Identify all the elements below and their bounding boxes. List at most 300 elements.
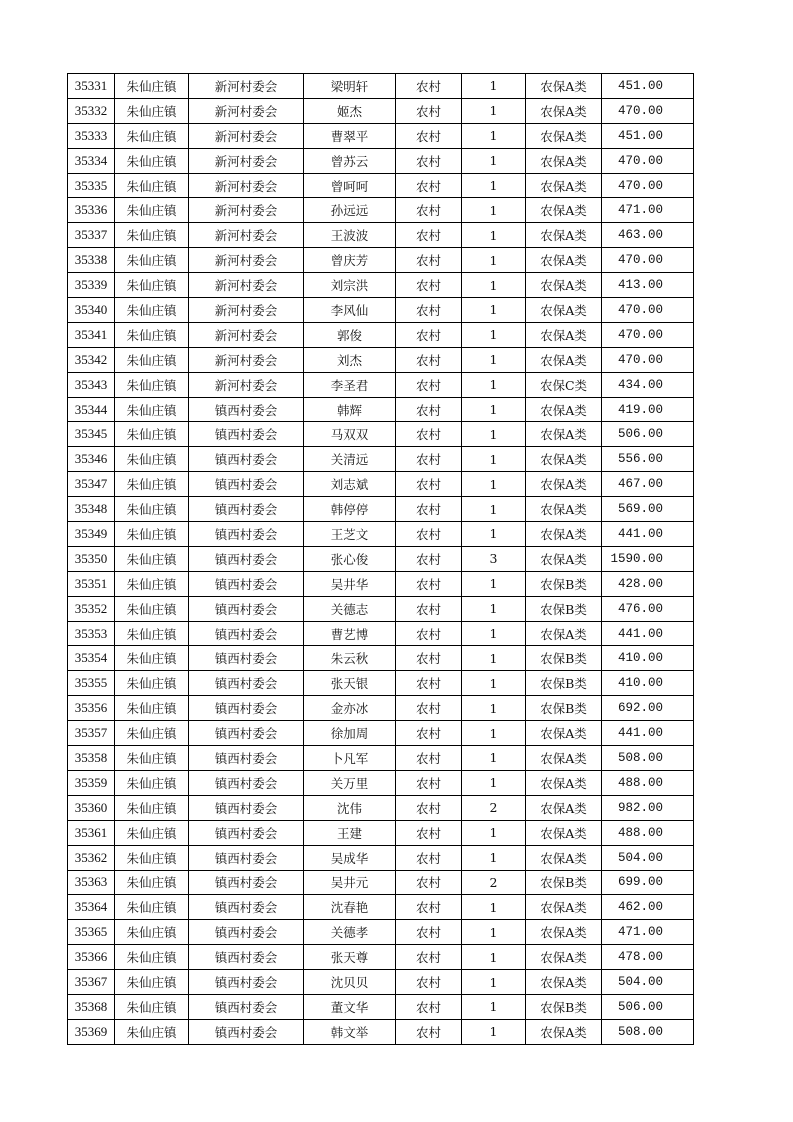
area-type-cell: 农村: [396, 671, 462, 696]
town-cell: 朱仙庄镇: [115, 994, 189, 1019]
amount-cell: 428.00: [602, 571, 694, 596]
town-cell: 朱仙庄镇: [115, 820, 189, 845]
area-type-cell: 农村: [396, 248, 462, 273]
village-committee-cell: 新河村委会: [189, 223, 304, 248]
amount-cell: 488.00: [602, 770, 694, 795]
village-committee-cell: 新河村委会: [189, 98, 304, 123]
person-name-cell: 吴井元: [304, 870, 396, 895]
area-type-cell: 农村: [396, 795, 462, 820]
household-count-cell: 1: [462, 945, 526, 970]
amount-cell: 692.00: [602, 696, 694, 721]
area-type-cell: 农村: [396, 546, 462, 571]
town-cell: 朱仙庄镇: [115, 273, 189, 298]
village-committee-cell: 新河村委会: [189, 198, 304, 223]
village-committee-cell: 镇西村委会: [189, 497, 304, 522]
person-name-cell: 关清远: [304, 447, 396, 472]
person-name-cell: 曾庆芳: [304, 248, 396, 273]
town-cell: 朱仙庄镇: [115, 546, 189, 571]
person-name-cell: 李风仙: [304, 298, 396, 323]
amount-cell: 504.00: [602, 970, 694, 995]
person-name-cell: 卜凡军: [304, 746, 396, 771]
area-type-cell: 农村: [396, 820, 462, 845]
record-id-cell: 35335: [68, 173, 115, 198]
insurance-category-cell: 农保A类: [526, 198, 602, 223]
town-cell: 朱仙庄镇: [115, 522, 189, 547]
record-id-cell: 35342: [68, 347, 115, 372]
insurance-category-cell: 农保A类: [526, 98, 602, 123]
town-cell: 朱仙庄镇: [115, 770, 189, 795]
village-committee-cell: 新河村委会: [189, 322, 304, 347]
insurance-category-cell: 农保A类: [526, 770, 602, 795]
record-id-cell: 35331: [68, 74, 115, 99]
area-type-cell: 农村: [396, 1019, 462, 1044]
insurance-category-cell: 农保A类: [526, 447, 602, 472]
area-type-cell: 农村: [396, 123, 462, 148]
town-cell: 朱仙庄镇: [115, 322, 189, 347]
amount-cell: 699.00: [602, 870, 694, 895]
amount-cell: 470.00: [602, 298, 694, 323]
insurance-category-cell: 农保A类: [526, 970, 602, 995]
table-row: [68, 198, 694, 223]
village-committee-cell: 镇西村委会: [189, 646, 304, 671]
person-name-cell: 刘宗洪: [304, 273, 396, 298]
town-cell: 朱仙庄镇: [115, 920, 189, 945]
area-type-cell: 农村: [396, 372, 462, 397]
household-count-cell: 1: [462, 770, 526, 795]
table-row: [68, 646, 694, 671]
area-type-cell: 农村: [396, 696, 462, 721]
table-row: [68, 571, 694, 596]
area-type-cell: 农村: [396, 845, 462, 870]
record-id-cell: 35359: [68, 770, 115, 795]
person-name-cell: 沈春艳: [304, 895, 396, 920]
town-cell: 朱仙庄镇: [115, 98, 189, 123]
town-cell: 朱仙庄镇: [115, 596, 189, 621]
table-row: [68, 223, 694, 248]
amount-cell: 467.00: [602, 472, 694, 497]
insurance-category-cell: 农保A类: [526, 546, 602, 571]
record-id-cell: 35341: [68, 322, 115, 347]
insurance-category-cell: 农保A类: [526, 422, 602, 447]
table-row: [68, 522, 694, 547]
table-row: [68, 970, 694, 995]
person-name-cell: 朱云秋: [304, 646, 396, 671]
household-count-cell: 1: [462, 596, 526, 621]
person-name-cell: 韩文举: [304, 1019, 396, 1044]
village-committee-cell: 新河村委会: [189, 273, 304, 298]
amount-cell: 569.00: [602, 497, 694, 522]
town-cell: 朱仙庄镇: [115, 123, 189, 148]
record-id-cell: 35367: [68, 970, 115, 995]
amount-cell: 441.00: [602, 621, 694, 646]
person-name-cell: 吴井华: [304, 571, 396, 596]
town-cell: 朱仙庄镇: [115, 74, 189, 99]
village-committee-cell: 镇西村委会: [189, 870, 304, 895]
amount-cell: 419.00: [602, 397, 694, 422]
amount-cell: 471.00: [602, 198, 694, 223]
amount-cell: 434.00: [602, 372, 694, 397]
area-type-cell: 农村: [396, 298, 462, 323]
record-id-cell: 35339: [68, 273, 115, 298]
insurance-category-cell: 农保A类: [526, 522, 602, 547]
area-type-cell: 农村: [396, 98, 462, 123]
area-type-cell: 农村: [396, 273, 462, 298]
village-committee-cell: 镇西村委会: [189, 746, 304, 771]
person-name-cell: 吴成华: [304, 845, 396, 870]
person-name-cell: 金亦冰: [304, 696, 396, 721]
town-cell: 朱仙庄镇: [115, 372, 189, 397]
record-id-cell: 35357: [68, 721, 115, 746]
amount-cell: 470.00: [602, 322, 694, 347]
table-row: [68, 994, 694, 1019]
insurance-category-cell: 农保A类: [526, 223, 602, 248]
amount-cell: 1590.00: [602, 546, 694, 571]
table-row: [68, 98, 694, 123]
insurance-category-cell: 农保A类: [526, 920, 602, 945]
insurance-category-cell: 农保B类: [526, 994, 602, 1019]
village-committee-cell: 镇西村委会: [189, 920, 304, 945]
record-id-cell: 35337: [68, 223, 115, 248]
amount-cell: 982.00: [602, 795, 694, 820]
insurance-category-cell: 农保A类: [526, 621, 602, 646]
insurance-category-cell: 农保B类: [526, 596, 602, 621]
table-row: [68, 248, 694, 273]
record-id-cell: 35349: [68, 522, 115, 547]
record-id-cell: 35360: [68, 795, 115, 820]
amount-cell: 451.00: [602, 123, 694, 148]
insurance-category-cell: 农保B类: [526, 571, 602, 596]
village-committee-cell: 新河村委会: [189, 74, 304, 99]
amount-cell: 476.00: [602, 596, 694, 621]
amount-cell: 506.00: [602, 994, 694, 1019]
amount-cell: 413.00: [602, 273, 694, 298]
table-row: [68, 795, 694, 820]
area-type-cell: 农村: [396, 770, 462, 795]
area-type-cell: 农村: [396, 198, 462, 223]
household-count-cell: 1: [462, 347, 526, 372]
amount-cell: 463.00: [602, 223, 694, 248]
amount-cell: 556.00: [602, 447, 694, 472]
household-count-cell: 1: [462, 123, 526, 148]
town-cell: 朱仙庄镇: [115, 148, 189, 173]
record-id-cell: 35352: [68, 596, 115, 621]
table-row: [68, 397, 694, 422]
record-id-cell: 35356: [68, 696, 115, 721]
town-cell: 朱仙庄镇: [115, 646, 189, 671]
record-id-cell: 35333: [68, 123, 115, 148]
person-name-cell: 马双双: [304, 422, 396, 447]
person-name-cell: 刘志斌: [304, 472, 396, 497]
town-cell: 朱仙庄镇: [115, 422, 189, 447]
town-cell: 朱仙庄镇: [115, 746, 189, 771]
person-name-cell: 张天银: [304, 671, 396, 696]
household-count-cell: 1: [462, 621, 526, 646]
household-count-cell: 1: [462, 98, 526, 123]
town-cell: 朱仙庄镇: [115, 845, 189, 870]
household-count-cell: 1: [462, 970, 526, 995]
area-type-cell: 农村: [396, 621, 462, 646]
area-type-cell: 农村: [396, 945, 462, 970]
household-count-cell: 1: [462, 397, 526, 422]
village-committee-cell: 镇西村委会: [189, 447, 304, 472]
amount-cell: 470.00: [602, 148, 694, 173]
record-id-cell: 35358: [68, 746, 115, 771]
record-id-cell: 35348: [68, 497, 115, 522]
town-cell: 朱仙庄镇: [115, 298, 189, 323]
household-count-cell: 1: [462, 472, 526, 497]
table-row: [68, 621, 694, 646]
table-row: [68, 870, 694, 895]
record-id-cell: 35362: [68, 845, 115, 870]
village-committee-cell: 镇西村委会: [189, 970, 304, 995]
insurance-category-cell: 农保A类: [526, 123, 602, 148]
table-row: [68, 696, 694, 721]
record-id-cell: 35369: [68, 1019, 115, 1044]
village-committee-cell: 镇西村委会: [189, 895, 304, 920]
town-cell: 朱仙庄镇: [115, 173, 189, 198]
village-committee-cell: 镇西村委会: [189, 546, 304, 571]
person-name-cell: 董文华: [304, 994, 396, 1019]
record-id-cell: 35354: [68, 646, 115, 671]
table-row: [68, 347, 694, 372]
area-type-cell: 农村: [396, 173, 462, 198]
amount-cell: 410.00: [602, 646, 694, 671]
area-type-cell: 农村: [396, 74, 462, 99]
person-name-cell: 关万里: [304, 770, 396, 795]
town-cell: 朱仙庄镇: [115, 895, 189, 920]
person-name-cell: 关德孝: [304, 920, 396, 945]
amount-cell: 470.00: [602, 173, 694, 198]
insurance-category-cell: 农保A类: [526, 845, 602, 870]
household-count-cell: 1: [462, 571, 526, 596]
person-name-cell: 孙远远: [304, 198, 396, 223]
village-committee-cell: 镇西村委会: [189, 397, 304, 422]
household-count-cell: 1: [462, 497, 526, 522]
person-name-cell: 王芝文: [304, 522, 396, 547]
household-count-cell: 1: [462, 422, 526, 447]
area-type-cell: 农村: [396, 497, 462, 522]
amount-cell: 470.00: [602, 248, 694, 273]
household-count-cell: 1: [462, 522, 526, 547]
village-committee-cell: 镇西村委会: [189, 945, 304, 970]
village-committee-cell: 镇西村委会: [189, 994, 304, 1019]
record-id-cell: 35350: [68, 546, 115, 571]
area-type-cell: 农村: [396, 447, 462, 472]
table-row: [68, 422, 694, 447]
record-id-cell: 35366: [68, 945, 115, 970]
town-cell: 朱仙庄镇: [115, 696, 189, 721]
household-count-cell: 1: [462, 322, 526, 347]
table-row: [68, 298, 694, 323]
record-id-cell: 35334: [68, 148, 115, 173]
household-count-cell: 1: [462, 173, 526, 198]
table-row: [68, 546, 694, 571]
area-type-cell: 农村: [396, 721, 462, 746]
record-id-cell: 35332: [68, 98, 115, 123]
household-count-cell: 1: [462, 223, 526, 248]
table-row: [68, 770, 694, 795]
insurance-category-cell: 农保A类: [526, 497, 602, 522]
insurance-category-cell: 农保A类: [526, 472, 602, 497]
table-row: [68, 173, 694, 198]
person-name-cell: 梁明轩: [304, 74, 396, 99]
town-cell: 朱仙庄镇: [115, 571, 189, 596]
household-count-cell: 1: [462, 671, 526, 696]
table-row: [68, 895, 694, 920]
record-id-cell: 35347: [68, 472, 115, 497]
area-type-cell: 农村: [396, 472, 462, 497]
insurance-category-cell: 农保B类: [526, 671, 602, 696]
village-committee-cell: 镇西村委会: [189, 770, 304, 795]
table-body: [68, 74, 694, 1045]
record-id-cell: 35353: [68, 621, 115, 646]
area-type-cell: 农村: [396, 596, 462, 621]
table-row: [68, 671, 694, 696]
household-count-cell: 1: [462, 820, 526, 845]
person-name-cell: 曹翠平: [304, 123, 396, 148]
village-committee-cell: 镇西村委会: [189, 845, 304, 870]
town-cell: 朱仙庄镇: [115, 621, 189, 646]
amount-cell: 462.00: [602, 895, 694, 920]
area-type-cell: 农村: [396, 322, 462, 347]
record-id-cell: 35364: [68, 895, 115, 920]
insurance-category-cell: 农保A类: [526, 173, 602, 198]
record-id-cell: 35361: [68, 820, 115, 845]
record-id-cell: 35343: [68, 372, 115, 397]
record-id-cell: 35351: [68, 571, 115, 596]
table-row: [68, 596, 694, 621]
amount-cell: 470.00: [602, 98, 694, 123]
person-name-cell: 曾呵呵: [304, 173, 396, 198]
village-committee-cell: 新河村委会: [189, 123, 304, 148]
household-count-cell: 1: [462, 845, 526, 870]
village-committee-cell: 镇西村委会: [189, 472, 304, 497]
person-name-cell: 王建: [304, 820, 396, 845]
insurance-category-cell: 农保A类: [526, 895, 602, 920]
table-row: [68, 1019, 694, 1044]
person-name-cell: 沈伟: [304, 795, 396, 820]
village-committee-cell: 镇西村委会: [189, 820, 304, 845]
town-cell: 朱仙庄镇: [115, 970, 189, 995]
village-committee-cell: 镇西村委会: [189, 621, 304, 646]
area-type-cell: 农村: [396, 571, 462, 596]
village-committee-cell: 镇西村委会: [189, 1019, 304, 1044]
area-type-cell: 农村: [396, 347, 462, 372]
person-name-cell: 曹艺博: [304, 621, 396, 646]
record-id-cell: 35345: [68, 422, 115, 447]
insurance-category-cell: 农保A类: [526, 148, 602, 173]
village-committee-cell: 新河村委会: [189, 148, 304, 173]
amount-cell: 488.00: [602, 820, 694, 845]
household-count-cell: 1: [462, 696, 526, 721]
table-row: [68, 123, 694, 148]
village-committee-cell: 镇西村委会: [189, 571, 304, 596]
village-committee-cell: 镇西村委会: [189, 596, 304, 621]
insurance-category-cell: 农保A类: [526, 273, 602, 298]
town-cell: 朱仙庄镇: [115, 1019, 189, 1044]
person-name-cell: 刘杰: [304, 347, 396, 372]
amount-cell: 441.00: [602, 522, 694, 547]
insurance-category-cell: 农保A类: [526, 1019, 602, 1044]
amount-cell: 471.00: [602, 920, 694, 945]
village-committee-cell: 镇西村委会: [189, 795, 304, 820]
amount-cell: 478.00: [602, 945, 694, 970]
village-committee-cell: 新河村委会: [189, 248, 304, 273]
town-cell: 朱仙庄镇: [115, 472, 189, 497]
table-row: [68, 497, 694, 522]
table-row: [68, 447, 694, 472]
household-count-cell: 1: [462, 994, 526, 1019]
record-id-cell: 35365: [68, 920, 115, 945]
area-type-cell: 农村: [396, 646, 462, 671]
person-name-cell: 韩辉: [304, 397, 396, 422]
area-type-cell: 农村: [396, 746, 462, 771]
town-cell: 朱仙庄镇: [115, 795, 189, 820]
town-cell: 朱仙庄镇: [115, 347, 189, 372]
person-name-cell: 关德志: [304, 596, 396, 621]
area-type-cell: 农村: [396, 920, 462, 945]
insurance-category-cell: 农保A类: [526, 322, 602, 347]
person-name-cell: 王波波: [304, 223, 396, 248]
insurance-category-cell: 农保A类: [526, 746, 602, 771]
village-committee-cell: 镇西村委会: [189, 522, 304, 547]
table-row: [68, 920, 694, 945]
insurance-category-cell: 农保A类: [526, 298, 602, 323]
household-count-cell: 1: [462, 920, 526, 945]
household-count-cell: 1: [462, 746, 526, 771]
town-cell: 朱仙庄镇: [115, 447, 189, 472]
area-type-cell: 农村: [396, 994, 462, 1019]
insurance-category-cell: 农保A类: [526, 795, 602, 820]
insurance-category-cell: 农保A类: [526, 397, 602, 422]
table-row: [68, 746, 694, 771]
town-cell: 朱仙庄镇: [115, 671, 189, 696]
household-count-cell: 1: [462, 298, 526, 323]
area-type-cell: 农村: [396, 223, 462, 248]
village-committee-cell: 镇西村委会: [189, 671, 304, 696]
record-id-cell: 35368: [68, 994, 115, 1019]
town-cell: 朱仙庄镇: [115, 248, 189, 273]
insurance-category-cell: 农保B类: [526, 870, 602, 895]
insurance-category-cell: 农保A类: [526, 721, 602, 746]
table-row: [68, 820, 694, 845]
record-id-cell: 35338: [68, 248, 115, 273]
amount-cell: 410.00: [602, 671, 694, 696]
record-id-cell: 35363: [68, 870, 115, 895]
insurance-category-cell: 农保A类: [526, 820, 602, 845]
person-name-cell: 徐加周: [304, 721, 396, 746]
person-name-cell: 张心俊: [304, 546, 396, 571]
amount-cell: 508.00: [602, 1019, 694, 1044]
record-id-cell: 35355: [68, 671, 115, 696]
amount-cell: 506.00: [602, 422, 694, 447]
records-table: [67, 73, 694, 1045]
person-name-cell: 张天尊: [304, 945, 396, 970]
table-row: [68, 472, 694, 497]
table-row: [68, 148, 694, 173]
insurance-category-cell: 农保A类: [526, 347, 602, 372]
household-count-cell: 1: [462, 273, 526, 298]
insurance-category-cell: 农保B类: [526, 646, 602, 671]
household-count-cell: 1: [462, 74, 526, 99]
table-row: [68, 322, 694, 347]
household-count-cell: 1: [462, 895, 526, 920]
household-count-cell: 1: [462, 447, 526, 472]
area-type-cell: 农村: [396, 895, 462, 920]
amount-cell: 508.00: [602, 746, 694, 771]
amount-cell: 441.00: [602, 721, 694, 746]
amount-cell: 504.00: [602, 845, 694, 870]
